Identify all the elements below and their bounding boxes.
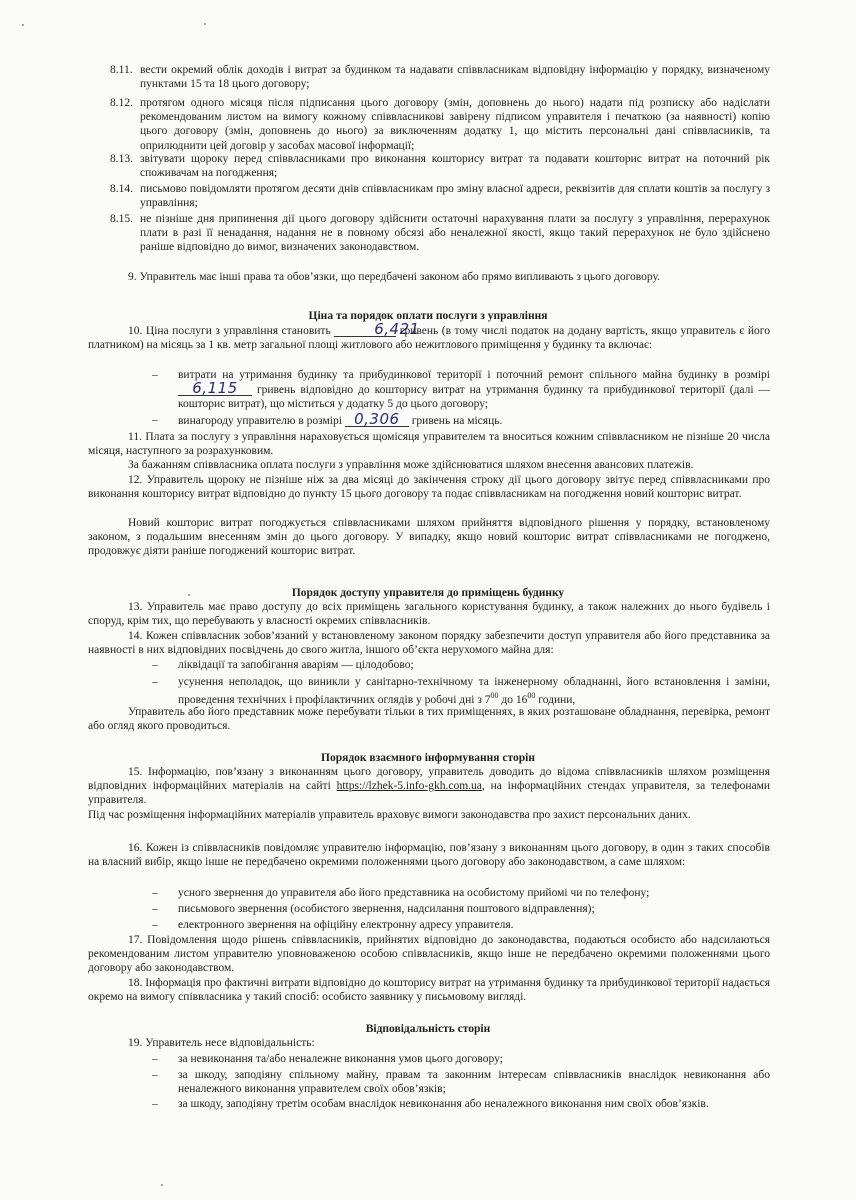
scan-speck — [22, 24, 24, 26]
item-text: звітувати щороку перед співвласниками про виконання кошторису витрат та подавати кошторис витрат на поточний рік споживачам на погодження; — [140, 153, 770, 180]
time-superscript: 00 — [527, 691, 536, 701]
price-bullet-2 — [178, 410, 770, 428]
section-heading-access: Порядок доступу управителя до приміщень будинку — [291, 587, 565, 599]
obligation-item — [110, 212, 770, 255]
item-number: 8.13. — [110, 153, 133, 165]
bullet-text-b: гривень відповідно до кошторису витрат на утримання будинку та прибудинкової території (далі — кошторис витрат), що міститься у додатку 5 до цього договору; — [178, 384, 770, 411]
p15-text-a: 15. Інформацію, пов’язану з виконанням цього договору, управитель доводить до відома співвласників шляхом розміщення відповідних інформаційних матеріалів на сайті — [88, 766, 770, 793]
bullet-text-mid: до 16 — [498, 694, 528, 707]
access-bullet-2 — [178, 675, 770, 707]
bullet-dash: – — [152, 1053, 158, 1065]
handwritten-fee: 0,306 — [345, 413, 409, 427]
scan-speck — [161, 1184, 163, 1186]
bullet-text-a: витрати на утримання будинку та прибудинкової території і поточний ремонт спільного майна будинку в розмірі — [178, 369, 770, 381]
bullet-text-a: усунення неполадок, що виникли у санітарно-технічному та інженерному обладнанні, його встановлення і заміни, проведення технічних і профілактичних оглядів у робочі дні з 7 — [178, 676, 770, 707]
info-bullet-2: письмового звернення (особистого звернення, надсилання поштового відправлення); — [178, 903, 595, 915]
bullet-dash: – — [152, 903, 158, 915]
bullet-dash: – — [152, 919, 158, 931]
bullet-text-a: винагороду управителю в розмірі — [178, 415, 342, 427]
paragraph-14b: Управитель або його представник може перебувати тільки в тих приміщеннях, в яких розташоване обладнання, перевірка, ремонт або огляд якого проводиться. — [88, 706, 770, 733]
paragraph-14: 14. Кожен співвласник зобов’язаний у встановленому законом порядку забезпечити доступ управителя або його представника за наявності в них відповідних посвідчень до свого житла, іншого об’єкта нерухомого майна для: — [88, 630, 770, 657]
paragraph-11b: За бажанням співвласника оплата послуги з управління може здійснюватися шляхом внесення авансових платежів. — [128, 459, 694, 471]
info-bullet-3: електронного звернення на офіційну електронну адресу управителя. — [178, 919, 514, 931]
bullet-text-b: години, — [535, 694, 576, 707]
paragraph-15b: Під час розміщення інформаційних матеріалів управитель враховує вимоги законодавства про захист персональних даних. — [88, 809, 691, 821]
paragraph-9: 9. Управитель має інші права та обов’язки, що передбачені законом або прямо випливають з цього договору. — [128, 271, 660, 283]
paragraph-11: 11. Плата за послугу з управління нараховується щомісяця управителем та вноситься кожним співвласником не пізніше 20 числа місяця, наступного за розрахунковим. — [88, 431, 770, 458]
obligation-item — [110, 182, 770, 210]
handwritten-maintenance-cost: 6,115 — [178, 382, 252, 396]
paragraph-10 — [88, 320, 770, 352]
paragraph-12b: Новий кошторис витрат погоджується співвласниками шляхом прийняття відповідного рішення у порядку, встановленому законом, з подальшим внесенням змін до цього договору. У випадку, якщо новий кошторис витрат співвласниками не погоджено, продовжує діяти раніше погоджений кошторис витрат. — [88, 517, 770, 558]
p10-text-b: гривень (в тому числі податок на додану вартість, якщо управитель є його платником) на місяць за 1 кв. метр загальної площі житлового або нежитлового приміщення у будинку та включає: — [88, 325, 770, 352]
info-bullet-1: усного звернення до управителя або його представника на особистому прийомі чи по телефону; — [178, 887, 650, 899]
paragraph-18: 18. Інформація про фактичні витрати відповідно до кошторису витрат на утримання будинку та прибудинкової території надається окремо на вимогу співвласника у такий спосіб: особисто заявнику у письмовому вигляді. — [88, 977, 770, 1004]
item-text: не пізніше дня припинення дії цього договору здійснити остаточні нарахування плати за послугу з управління, перерахунок плати в разі її ненадання, надання не в повному обсязі або неналежної якості, якщо такий перерахунок не було здійснено раніше відповідно до вимог, визначених законодавством. — [140, 213, 770, 254]
section-heading-info: Порядок взаємного інформування сторін — [321, 752, 535, 764]
bullet-dash: – — [152, 887, 158, 899]
item-text: протягом одного місяця після підписання цього договору (змін, доповнень до нього) надати під розписку або надіслати рекомендованим листом на вимогу кожному співвласникові завірену підписом управителя і печаткою (за наявності) копію цього договору (змін, доповнень до нього) за виключенням додатку 1, що містить персональні дані співвласників, та оприлюднити цей договір у засобах масової інформації; — [140, 97, 770, 152]
item-text: вести окремий облік доходів і витрат за будинком та надавати співвласникам відповідну інформацію у порядку, визначеному пунктами 15 та 18 цього договору; — [140, 64, 770, 91]
paragraph-12: 12. Управитель щороку не пізніше ніж за два місяці до закінчення строку дії цього договору звітує перед співвласниками про виконання кошторису витрат відповідно до пункту 15 цього договору та подає співвласникам на погодження новий кошторис витрат. — [88, 474, 770, 501]
time-superscript: 00 — [490, 691, 499, 701]
scan-speck — [204, 23, 206, 25]
section-heading-price: Ціна та порядок оплати послуги з управління — [308, 310, 548, 322]
paragraph-17: 17. Повідомлення щодо рішень співвласників, прийнятих відповідно до законодавства, подаються особисто або надсилаються рекомендованим листом управителю уповноваженою особою співвласників, якщо інше не передбачено окремими положеннями цього договору або законодавством. — [88, 934, 770, 975]
paragraph-19: 19. Управитель несе відповідальність: — [128, 1037, 315, 1049]
item-number: 8.14. — [110, 183, 133, 195]
obligation-item — [110, 152, 770, 180]
obligation-item — [110, 96, 770, 153]
resp-bullet-3: за шкоду, заподіяну третім особам внаслідок невиконання або неналежного виконання ним своїх обов’язків. — [178, 1098, 709, 1110]
section-heading-responsibility: Відповідальність сторін — [365, 1023, 491, 1035]
bullet-dash: – — [152, 659, 158, 671]
bullet-dash: – — [152, 676, 158, 688]
bullet-dash: – — [152, 1098, 158, 1110]
paragraph-16: 16. Кожен із співвласників повідомляє управителю інформацію, пов’язану з виконанням цього договору, в один з таких способів на власний вибір, якщо інше не передбачено окремими положеннями цього договору або законодавством, а саме шляхом: — [88, 842, 770, 869]
handwritten-price: 6,421 — [334, 323, 396, 337]
p15-text-b: , на інформаційних стендах управителя, за телефонами управителя. — [88, 780, 771, 807]
item-number: 8.15. — [110, 213, 133, 225]
bullet-dash: – — [152, 1069, 158, 1081]
resp-bullet-2: за шкоду, заподіяну спільному майну, правам та законним інтересам співвласників внаслідок невиконання або неналежного виконання управителем своїх обов’язків; — [178, 1069, 770, 1096]
access-bullet-1: ліквідації та запобігання аваріям — цілодобово; — [178, 659, 414, 671]
item-text: письмово повідомляти протягом десяти днів співвласникам про зміну власної адреси, реквізитів для сплати коштів за послугу з управління; — [140, 183, 770, 210]
resp-bullet-1: за невиконання та/або неналежне виконання умов цього договору; — [178, 1053, 503, 1065]
item-number: 8.12. — [110, 97, 133, 109]
paragraph-15 — [88, 765, 770, 808]
price-bullet-1 — [178, 368, 770, 412]
paragraph-13: 13. Управитель має право доступу до всіх приміщень загального користування будинку, а також належних до нього будівель і споруд, крім тих, що перебувають у власності окремих співвласників. — [88, 601, 770, 628]
bullet-text-b: гривень на місяць. — [411, 415, 503, 427]
website-link[interactable]: https://lzhek-5.info-gkh.com.ua — [336, 780, 482, 793]
p10-text-a: 10. Ціна послуги з управління становить — [128, 325, 331, 337]
bullet-dash: – — [152, 414, 158, 426]
obligation-item — [110, 63, 770, 91]
bullet-dash: – — [152, 369, 158, 381]
item-number: 8.11. — [110, 64, 133, 76]
